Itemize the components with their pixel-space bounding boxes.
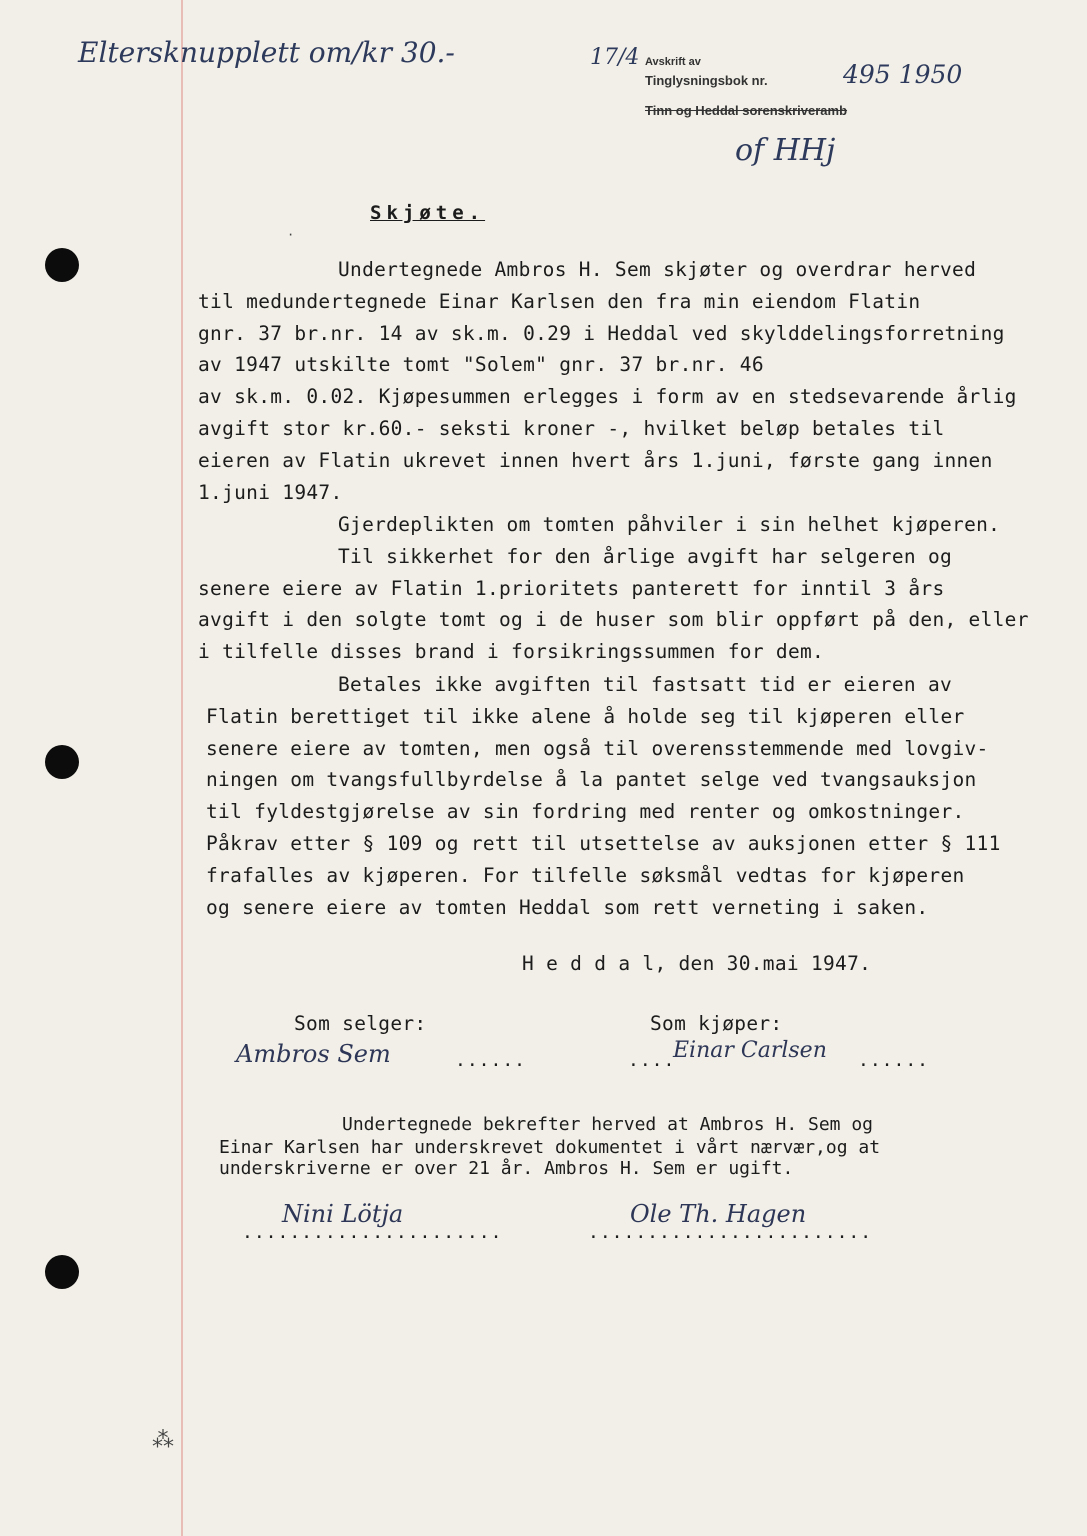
punch-hole-top: [45, 248, 79, 282]
body-line-3: gnr. 37 br.nr. 14 av sk.m. 0.29 i Heddal ved skylddelingsforretning: [198, 322, 1005, 345]
ink-mark: ·: [287, 228, 295, 242]
body-line-21: og senere eiere av tomten Heddal som rett verneting i saken.: [206, 896, 929, 919]
body-line-17: ningen om tvangsfullbyrdelse å la pantet selge ved tvangsauksjon: [206, 768, 977, 791]
witness-line-3: underskriverne er over 21 år. Ambros H. Sem er ugift.: [219, 1158, 794, 1179]
initials: of HHj: [735, 133, 836, 168]
margin-line: [181, 0, 183, 1536]
body-line-6: avgift stor kr.60.- seksti kroner -, hvilket beløp betales til: [198, 417, 945, 440]
seller-label: Som selger:: [294, 1012, 427, 1035]
body-line-1: Undertegnede Ambros H. Sem skjøter og overdrar herved: [338, 258, 977, 281]
stamp-line-2: Tinglysningsbok nr.: [645, 73, 768, 88]
body-line-16: senere eiere av tomten, men også til overensstemmende med lovgiv-: [206, 737, 989, 760]
body-line-11: senere eiere av Flatin 1.prioritets panterett for inntil 3 års: [198, 577, 945, 600]
witness-2-dots: ........................: [588, 1222, 873, 1243]
body-line-14: Betales ikke avgiften til fastsatt tid er eieren av: [338, 673, 953, 696]
handwritten-note: Eltersknupplett om/kr 30.-: [78, 36, 455, 69]
body-line-20: frafalles av kjøperen. For tilfelle søksmål vedtas for kjøperen: [206, 864, 965, 887]
stamp-line-1: Avskrift av: [645, 56, 701, 68]
body-line-13: i tilfelle disses brand i forsikringssummen for dem.: [198, 640, 825, 663]
body-line-18: til fyldestgjørelse av sin fordring med renter og omkostninger.: [206, 800, 965, 823]
body-line-4: av 1947 utskilte tomt "Solem" gnr. 37 br.nr. 46: [198, 353, 764, 376]
witness-2-signature: Ole Th. Hagen: [630, 1200, 807, 1228]
buyer-signature: Einar Carlsen: [673, 1038, 827, 1063]
buyer-signature-dots-prefix: ....: [628, 1050, 676, 1071]
witness-1-signature: Nini Lötja: [282, 1200, 404, 1228]
stamp-line-3: Tinn og Heddal sorenskriveramb: [645, 103, 848, 118]
seller-signature-dots: ......: [455, 1050, 527, 1071]
punch-hole-bottom: [45, 1255, 79, 1289]
document-title: Skjøte.: [370, 202, 486, 224]
buyer-label: Som kjøper:: [650, 1012, 783, 1035]
body-line-15: Flatin berettiget til ikke alene å holde seg til kjøperen eller: [206, 705, 965, 728]
witness-line-2: Einar Karlsen har underskrevet dokumentet i vårt nærvær,og at: [219, 1137, 881, 1158]
date-mark: 17/4: [590, 45, 640, 70]
body-line-2: til medundertegnede Einar Karlsen den fra min eiendom Flatin: [198, 290, 921, 313]
body-line-9: Gjerdeplikten om tomten påhviler i sin helhet kjøperen.: [338, 513, 1001, 536]
witness-line-1: Undertegnede bekrefter herved at Ambros H. Sem og: [342, 1114, 874, 1135]
body-line-19: Påkrav etter § 109 og rett til utsettelse av auksjonen etter § 111: [206, 832, 1001, 855]
body-line-7: eieren av Flatin ukrevet innen hvert års 1.juni, første gang innen: [198, 449, 993, 472]
buyer-signature-dots: ......: [858, 1050, 930, 1071]
body-line-5: av sk.m. 0.02. Kjøpesummen erlegges i form av en stedsevarende årlig: [198, 385, 1017, 408]
seller-signature: Ambros Sem: [236, 1040, 391, 1068]
place-date: H e d d a l, den 30.mai 1947.: [522, 952, 872, 975]
body-line-8: 1.juni 1947.: [198, 481, 343, 504]
margin-mark: ⁂: [152, 1428, 174, 1453]
body-line-12: avgift i den solgte tomt og i de huser som blir oppført på den, eller: [198, 608, 1029, 631]
body-line-10: Til sikkerhet for den årlige avgift har selgeren og: [338, 545, 953, 568]
witness-1-dots: ......................: [242, 1222, 503, 1243]
registry-number: 495 1950: [843, 60, 963, 89]
punch-hole-middle: [45, 745, 79, 779]
